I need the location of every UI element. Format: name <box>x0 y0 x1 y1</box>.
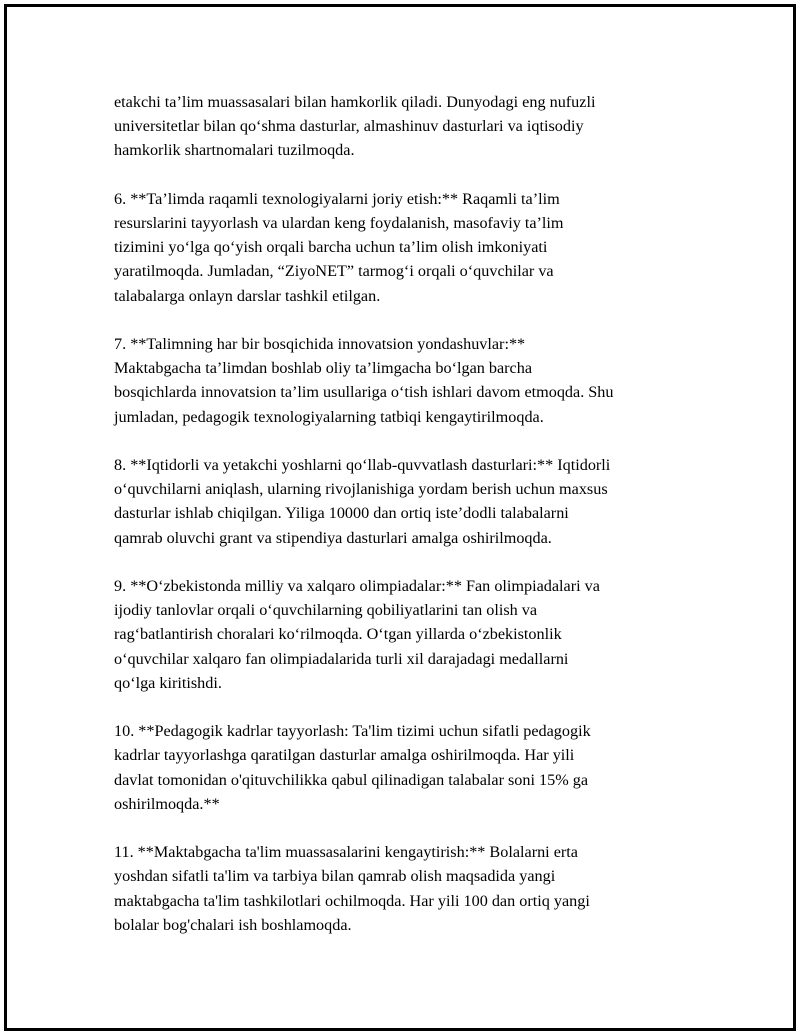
paragraph-item-11: 11. **Maktabgacha ta'lim muassasalarini kengaytirish:** Bolalarni erta yoshdan sifatli ta'lim va tarbiya bilan qamrab olish maqsadida yangi maktabgacha ta'lim tashkilotlari ochilmoqda. Har yili 100 dan ortiq yangi bolalar bog'chalari ish boshlamoqda. <box>114 843 590 934</box>
document-body <box>114 90 689 961</box>
paragraph-item-10: 10. **Pedagogik kadrlar tayyorlash: Ta'lim tizimi uchun sifatli pedagogik kadrlar tayyorlashga qaratilgan dasturlar amalga oshirilmoqda. Har yili davlat tomonidan o'qituvchilikka qabul qilinadigan talabalar soni 15% ga oshirilmoqda.** <box>114 722 591 813</box>
paragraph-item-7: 7. **Talimning har bir bosqichida innovatsion yondashuvlar:** Maktabgacha ta’limdan boshlab oliy ta’limgacha bo‘lgan barcha bosqichlarda innovatsion ta’lim usullariga o‘tish ishlari davom etmoqda. Shu jumladan, pedagogik texnologiyalarning tatbiqi kengaytirilmoqda. <box>114 335 614 426</box>
paragraph-item-8: 8. **Iqtidorli va yetakchi yoshlarni qo‘llab-quvvatlash dasturlari:** Iqtidorli o‘quvchilarni aniqlash, ularning rivojlanishiga yordam berish uchun maxsus dasturlar ishlab chiqilgan. Yiliga 10000 dan ortiq iste’dodli talabalarni qamrab oluvchi grant va stipendiya dasturlari amalga oshirilmoqda. <box>114 456 611 547</box>
paragraph-intro-continuation: etakchi ta’lim muassasalari bilan hamkorlik qiladi. Dunyodagi eng nufuzli universitetlar bilan qo‘shma dasturlar, almashinuv dasturlari va iqtisodiy hamkorlik shartnomalari tuzilmoqda. <box>114 93 596 160</box>
paragraph-item-9: 9. **O‘zbekistonda milliy va xalqaro olimpiadalar:** Fan olimpiadalari va ijodiy tanlovlar orqali o‘quvchilarning qobiliyatlarini tan olish va rag‘batlantirish choralari ko‘rilmoqda. O‘tgan yillarda o‘zbekistonlik o‘quvchilar xalqaro fan olimpiadalarida turli xil darajadagi medallarni qo‘lga kiritishdi. <box>114 577 600 692</box>
paragraph-item-6: 6. **Ta’limda raqamli texnologiyalarni joriy etish:** Raqamli ta’lim resurslarini tayyorlash va ulardan keng foydalanish, masofaviy ta’lim tizimini yo‘lga qo‘yish orqali barcha uchun ta’lim olish imkoniyati yaratilmoqda. Jumladan, “ZiyoNET” tarmog‘i orqali o‘quvchilar va talabalarga onlayn darslar tashkil etilgan. <box>114 189 564 305</box>
